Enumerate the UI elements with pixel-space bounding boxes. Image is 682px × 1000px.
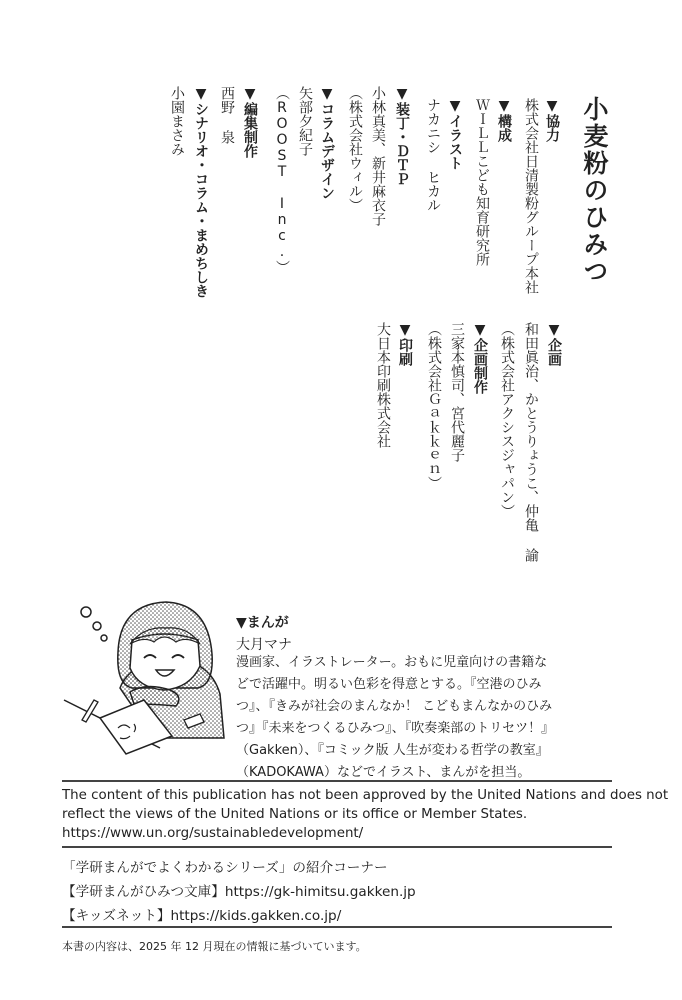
manga-bio-line: 漫画家、イラストレーター。おもに児童向けの書籍な <box>236 655 548 670</box>
credit-henshu-label: ▼編集制作 <box>242 86 258 158</box>
credit-henshu-name: 西野 泉 <box>219 86 235 144</box>
credit-kikaku-seisaku-company: （株式会社Ｇａｋｋｅｎ） <box>426 322 442 490</box>
credit-illust-label: ▼イラスト <box>447 98 463 170</box>
un-notice-line: reflect the views of the United Nations or its office or Member States. <box>62 807 528 822</box>
credit-column-design-name: 矢部夕紀子 <box>297 86 313 156</box>
credit-column-design-company: （ROOST Inc.） <box>274 86 290 274</box>
kidsnet-reference <box>62 904 341 924</box>
manga-artist-illustration <box>60 588 232 756</box>
credit-scenario-label: ▼シナリオ・コラム・まめちしき <box>193 86 209 298</box>
credit-column-design-label: ▼コラムデザイン <box>319 86 335 200</box>
divider <box>62 926 612 928</box>
credit-kikaku-seisaku-label: ▼企画制作 <box>472 322 488 394</box>
himitsu-library-reference <box>62 880 416 900</box>
kidsnet-label: 【キッズネット】 <box>62 908 171 924</box>
manga-bio-line: （KADOKAWA）などでイラスト、まんがを担当。 <box>236 765 531 780</box>
book-title: 小麦粉のひみつ <box>580 96 609 285</box>
divider <box>62 780 612 782</box>
credit-sotei-company: （株式会社ウィル） <box>347 86 363 212</box>
credit-scenario-name: 小園まさみ <box>169 86 185 156</box>
manga-bio-line: つ』『未来をつくるひみつ』、『吹奏楽部のトリセツ！』 <box>236 721 555 736</box>
credit-kikaku-company: （株式会社アクシスジャパン） <box>499 322 515 518</box>
himitsu-library-link[interactable]: https://gk-himitsu.gakken.jp <box>224 884 416 900</box>
manga-label: ▼まんが <box>236 615 289 631</box>
manga-artist-name: 大月マナ <box>236 637 292 653</box>
credit-kikaku-seisaku-names: 三家本慎司、宮代麗子 <box>449 322 465 462</box>
credit-sotei-label: ▼装丁・ＤＴＰ <box>394 86 410 186</box>
credit-kosei-name: ＷＩＬＬこども知育研究所 <box>474 98 490 266</box>
un-notice-line: The content of this publication has not been approved by the United Nations and does not <box>62 788 669 803</box>
credit-insatsu-label: ▼印刷 <box>397 322 413 366</box>
series-intro: 「学研まんがでよくわかるシリーズ」の紹介コーナー <box>62 860 388 876</box>
credit-kosei-label: ▼構成 <box>496 98 512 142</box>
himitsu-library-label: 【学研まんがひみつ文庫】 <box>62 884 225 900</box>
manga-bio-line: （Gakken）、『コミック版 人生が変わる哲学の教室』 <box>236 743 549 758</box>
credit-kyoryoku-label: ▼協力 <box>544 98 560 142</box>
divider <box>62 846 612 848</box>
un-sdg-link[interactable]: https://www.un.org/sustainabledevelopment/ <box>62 826 364 841</box>
kidsnet-link[interactable]: https://kids.gakken.co.jp/ <box>170 908 342 924</box>
credit-kikaku-label: ▼企画 <box>546 322 562 366</box>
credit-kikaku-names: 和田眞治、かとうりょうこ、仲亀 諭 <box>523 322 539 562</box>
credit-sotei-name: 小林真美、新井麻衣子 <box>370 86 386 226</box>
manga-bio-line: つ』、『きみが社会のまんなか！ こどもまんなかのひみ <box>236 699 553 714</box>
credit-illust-name: ナカニシ ヒカル <box>425 98 441 212</box>
manga-bio-line: どで活躍中。明るい色彩を得意とする。『空港のひみ <box>236 677 542 692</box>
footnote: 本書の内容は、2025 年 12 月現在の情報に基づいています。 <box>62 940 367 953</box>
credit-kyoryoku-name: 株式会社日清製粉グループ本社 <box>523 98 539 294</box>
credit-insatsu-name: 大日本印刷株式会社 <box>375 322 391 448</box>
